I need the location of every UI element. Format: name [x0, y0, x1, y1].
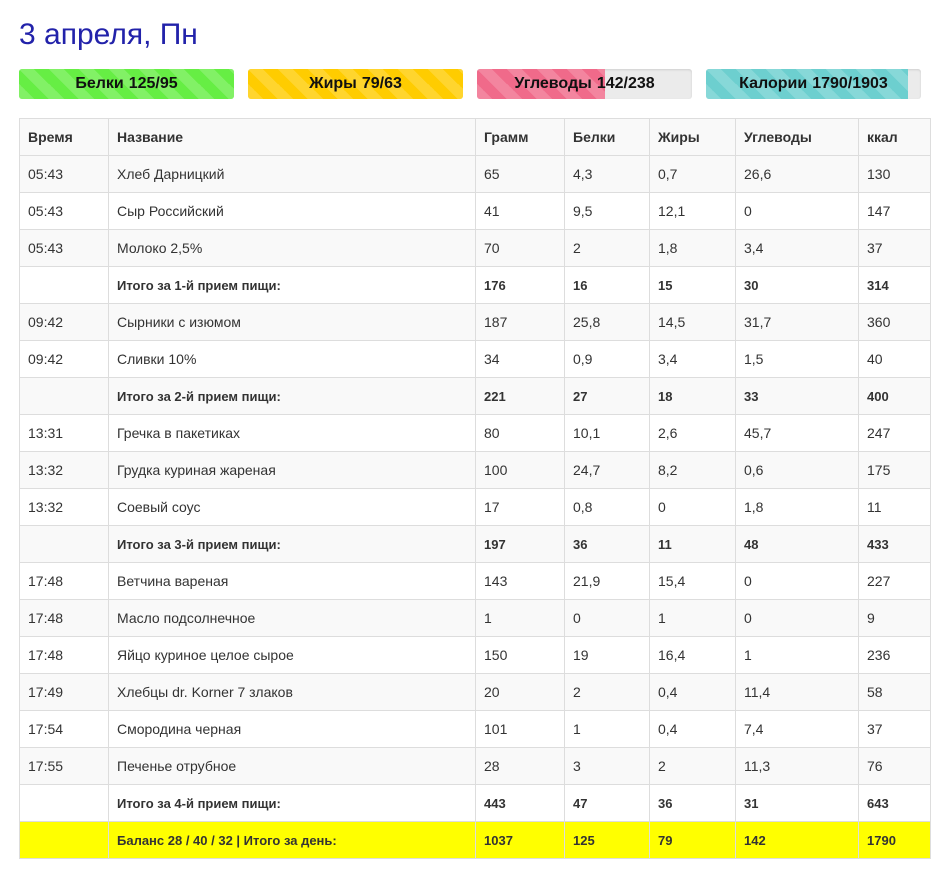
cell-time: 05:43	[20, 156, 109, 193]
cell-carbs: 142	[736, 822, 859, 859]
cell-fat: 15	[650, 267, 736, 304]
cell-time	[20, 822, 109, 859]
table-row	[20, 600, 931, 637]
column-header-protein: Белки	[565, 119, 650, 156]
cell-name: Сырники с изюмом	[109, 304, 476, 341]
cell-name: Масло подсолнечное	[109, 600, 476, 637]
progress-value: 1790/1903	[812, 75, 888, 92]
cell-grams: 20	[476, 674, 565, 711]
table-row	[20, 563, 931, 600]
cell-grams: 70	[476, 230, 565, 267]
progress-protein	[19, 69, 234, 99]
table-header-row	[20, 119, 931, 156]
cell-fat: 2,6	[650, 415, 736, 452]
cell-grams: 443	[476, 785, 565, 822]
cell-kcal: 76	[859, 748, 931, 785]
cell-name: Сливки 10%	[109, 341, 476, 378]
cell-name: Сыр Российский	[109, 193, 476, 230]
meal-subtotal-row	[20, 526, 931, 563]
cell-time: 09:42	[20, 304, 109, 341]
progress-label: Жиры	[309, 75, 357, 92]
cell-carbs: 26,6	[736, 156, 859, 193]
cell-protein: 0	[565, 600, 650, 637]
cell-protein: 4,3	[565, 156, 650, 193]
cell-grams: 1037	[476, 822, 565, 859]
progress-carbs	[477, 69, 692, 99]
cell-fat: 36	[650, 785, 736, 822]
table-row	[20, 415, 931, 452]
cell-carbs: 33	[736, 378, 859, 415]
cell-protein: 1	[565, 711, 650, 748]
cell-carbs: 31	[736, 785, 859, 822]
cell-fat: 0,4	[650, 711, 736, 748]
cell-kcal: 400	[859, 378, 931, 415]
cell-fat: 3,4	[650, 341, 736, 378]
cell-grams: 143	[476, 563, 565, 600]
column-header-fat: Жиры	[650, 119, 736, 156]
cell-kcal: 1790	[859, 822, 931, 859]
cell-grams: 65	[476, 156, 565, 193]
cell-time: 17:55	[20, 748, 109, 785]
progress-text	[248, 69, 463, 99]
cell-grams: 17	[476, 489, 565, 526]
cell-grams: 187	[476, 304, 565, 341]
cell-fat: 15,4	[650, 563, 736, 600]
cell-protein: 19	[565, 637, 650, 674]
cell-time: 13:32	[20, 452, 109, 489]
cell-time	[20, 785, 109, 822]
cell-kcal: 360	[859, 304, 931, 341]
column-header-name: Название	[109, 119, 476, 156]
cell-protein: 10,1	[565, 415, 650, 452]
cell-kcal: 643	[859, 785, 931, 822]
cell-carbs: 11,3	[736, 748, 859, 785]
cell-carbs: 7,4	[736, 711, 859, 748]
cell-name: Хлеб Дарницкий	[109, 156, 476, 193]
cell-name: Смородина черная	[109, 711, 476, 748]
cell-time: 17:49	[20, 674, 109, 711]
cell-grams: 221	[476, 378, 565, 415]
cell-protein: 24,7	[565, 452, 650, 489]
meal-subtotal-row	[20, 785, 931, 822]
table-row	[20, 711, 931, 748]
cell-protein: 16	[565, 267, 650, 304]
cell-kcal: 236	[859, 637, 931, 674]
cell-protein: 9,5	[565, 193, 650, 230]
column-header-time: Время	[20, 119, 109, 156]
cell-kcal: 314	[859, 267, 931, 304]
cell-name: Соевый соус	[109, 489, 476, 526]
cell-fat: 0	[650, 489, 736, 526]
table-row	[20, 748, 931, 785]
cell-time: 13:32	[20, 489, 109, 526]
meal-subtotal-row	[20, 267, 931, 304]
cell-carbs: 1,5	[736, 341, 859, 378]
cell-time	[20, 526, 109, 563]
table-row	[20, 193, 931, 230]
cell-carbs: 0	[736, 600, 859, 637]
food-log-table	[19, 118, 931, 859]
cell-fat: 0,4	[650, 674, 736, 711]
progress-calories	[706, 69, 921, 99]
cell-grams: 80	[476, 415, 565, 452]
table-row	[20, 341, 931, 378]
cell-carbs: 30	[736, 267, 859, 304]
cell-grams: 28	[476, 748, 565, 785]
cell-time	[20, 267, 109, 304]
column-header-kcal: ккал	[859, 119, 931, 156]
cell-name: Итого за 3-й прием пищи:	[109, 526, 476, 563]
cell-name: Итого за 4-й прием пищи:	[109, 785, 476, 822]
page-title: 3 апреля, Пн	[19, 18, 198, 51]
progress-fat	[248, 69, 463, 99]
cell-carbs: 0	[736, 193, 859, 230]
cell-kcal: 37	[859, 711, 931, 748]
cell-name: Итого за 1-й прием пищи:	[109, 267, 476, 304]
day-total-row	[20, 822, 931, 859]
cell-carbs: 1,8	[736, 489, 859, 526]
cell-fat: 12,1	[650, 193, 736, 230]
cell-fat: 1,8	[650, 230, 736, 267]
cell-fat: 11	[650, 526, 736, 563]
cell-time: 17:48	[20, 563, 109, 600]
cell-time	[20, 378, 109, 415]
cell-fat: 1	[650, 600, 736, 637]
cell-grams: 197	[476, 526, 565, 563]
cell-protein: 0,8	[565, 489, 650, 526]
cell-fat: 16,4	[650, 637, 736, 674]
cell-carbs: 3,4	[736, 230, 859, 267]
progress-text	[477, 69, 692, 99]
cell-grams: 176	[476, 267, 565, 304]
cell-kcal: 37	[859, 230, 931, 267]
cell-carbs: 45,7	[736, 415, 859, 452]
cell-fat: 18	[650, 378, 736, 415]
cell-fat: 79	[650, 822, 736, 859]
table-row	[20, 452, 931, 489]
cell-carbs: 11,4	[736, 674, 859, 711]
cell-protein: 47	[565, 785, 650, 822]
cell-carbs: 31,7	[736, 304, 859, 341]
cell-fat: 8,2	[650, 452, 736, 489]
cell-kcal: 433	[859, 526, 931, 563]
cell-protein: 2	[565, 230, 650, 267]
cell-time: 17:48	[20, 600, 109, 637]
cell-kcal: 227	[859, 563, 931, 600]
cell-name: Молоко 2,5%	[109, 230, 476, 267]
table-row	[20, 156, 931, 193]
cell-fat: 0,7	[650, 156, 736, 193]
cell-carbs: 0,6	[736, 452, 859, 489]
table-body	[20, 156, 931, 859]
cell-name: Гречка в пакетиках	[109, 415, 476, 452]
cell-kcal: 58	[859, 674, 931, 711]
cell-time: 17:54	[20, 711, 109, 748]
cell-time: 17:48	[20, 637, 109, 674]
progress-label: Белки	[75, 75, 124, 92]
cell-protein: 27	[565, 378, 650, 415]
cell-name: Ветчина вареная	[109, 563, 476, 600]
cell-carbs: 48	[736, 526, 859, 563]
cell-protein: 36	[565, 526, 650, 563]
cell-grams: 34	[476, 341, 565, 378]
cell-kcal: 130	[859, 156, 931, 193]
cell-protein: 0,9	[565, 341, 650, 378]
cell-grams: 1	[476, 600, 565, 637]
cell-grams: 100	[476, 452, 565, 489]
cell-name: Печенье отрубное	[109, 748, 476, 785]
cell-grams: 150	[476, 637, 565, 674]
cell-fat: 14,5	[650, 304, 736, 341]
cell-kcal: 11	[859, 489, 931, 526]
cell-time: 13:31	[20, 415, 109, 452]
cell-time: 09:42	[20, 341, 109, 378]
cell-kcal: 247	[859, 415, 931, 452]
cell-carbs: 1	[736, 637, 859, 674]
progress-text	[706, 69, 921, 99]
cell-kcal: 175	[859, 452, 931, 489]
progress-value: 125/95	[128, 75, 178, 92]
table-row	[20, 674, 931, 711]
progress-label: Калории	[739, 75, 808, 92]
cell-time: 05:43	[20, 230, 109, 267]
cell-protein: 25,8	[565, 304, 650, 341]
column-header-carbs: Углеводы	[736, 119, 859, 156]
cell-carbs: 0	[736, 563, 859, 600]
progress-value: 142/238	[596, 75, 655, 92]
cell-kcal: 147	[859, 193, 931, 230]
cell-kcal: 9	[859, 600, 931, 637]
cell-fat: 2	[650, 748, 736, 785]
column-header-grams: Грамм	[476, 119, 565, 156]
cell-protein: 3	[565, 748, 650, 785]
cell-grams: 101	[476, 711, 565, 748]
progress-text	[19, 69, 234, 99]
cell-time: 05:43	[20, 193, 109, 230]
cell-name: Баланс 28 / 40 / 32 | Итого за день:	[109, 822, 476, 859]
progress-value: 79/63	[361, 75, 402, 92]
table-row	[20, 304, 931, 341]
cell-protein: 125	[565, 822, 650, 859]
macro-progress-row	[19, 69, 951, 100]
table-row	[20, 489, 931, 526]
cell-name: Грудка куриная жареная	[109, 452, 476, 489]
cell-name: Яйцо куриное целое сырое	[109, 637, 476, 674]
cell-grams: 41	[476, 193, 565, 230]
table-row	[20, 637, 931, 674]
progress-label: Углеводы	[514, 75, 592, 92]
cell-name: Хлебцы dr. Korner 7 злаков	[109, 674, 476, 711]
cell-protein: 2	[565, 674, 650, 711]
cell-protein: 21,9	[565, 563, 650, 600]
table-row	[20, 230, 931, 267]
cell-kcal: 40	[859, 341, 931, 378]
meal-subtotal-row	[20, 378, 931, 415]
cell-name: Итого за 2-й прием пищи:	[109, 378, 476, 415]
